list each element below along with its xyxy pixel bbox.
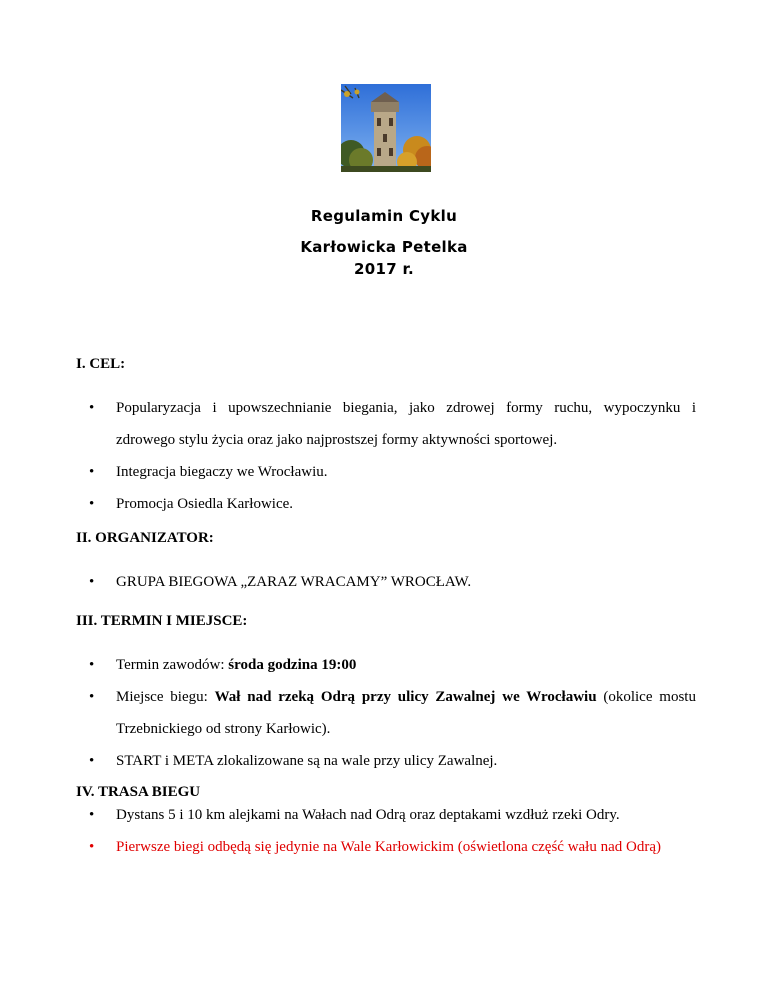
list-item <box>76 681 696 745</box>
bullet-icon: • <box>89 574 95 590</box>
list-item <box>76 456 696 488</box>
water-tower-photo <box>341 84 431 172</box>
document-title-year: 2017 r. <box>353 260 415 278</box>
list-item <box>76 799 696 831</box>
section-list-cel <box>76 392 696 520</box>
bullet-icon: • <box>89 689 95 705</box>
bullet-icon: • <box>89 839 95 855</box>
list-item-text: GRUPA BIEGOWA „ZARAZ WRACAMY” WROCŁAW. <box>116 574 472 590</box>
list-item <box>76 392 696 456</box>
list-item-text: Integracja biegaczy we Wrocławiu. <box>116 464 328 480</box>
list-item <box>76 488 696 520</box>
list-item-bold-text: Wał nad rzeką Odrą przy ulicy Zawalnej we Wrocławiu <box>214 689 597 705</box>
section-heading-termin: III. TERMIN I MIEJSCE: <box>76 613 248 629</box>
bullet-icon: • <box>89 753 95 769</box>
section-list-termin <box>76 649 696 777</box>
section-heading-cel: I. CEL: <box>76 356 126 372</box>
list-item-text-cont: Trzebnickiego od strony Karłowic). <box>116 721 331 737</box>
list-item-text-suffix: (okolice mostu <box>596 689 696 705</box>
document-title-line1: Regulamin Cyklu <box>310 207 458 225</box>
list-item-text: Termin zawodów: <box>116 657 229 673</box>
bullet-icon: • <box>89 464 95 480</box>
section-list-organizator <box>76 566 696 598</box>
list-item-text: Dystans 5 i 10 km alejkami na Wałach nad Odrą oraz deptakami wzdłuż rzeki Odry. <box>116 807 620 823</box>
section-list-trasa <box>76 799 696 863</box>
list-item-bold-text: środa godzina 19:00 <box>228 657 357 673</box>
bullet-icon: • <box>89 657 95 673</box>
list-item <box>76 566 696 598</box>
list-item-text: Miejsce biegu: <box>116 689 215 705</box>
list-item-highlighted <box>76 831 696 863</box>
list-item-text-cont: zdrowego stylu życia oraz jako najprostszej formy aktywności sportowej. <box>116 432 558 448</box>
list-item-text: Popularyzacja i upowszechnianie biegania, jako zdrowej formy ruchu, wypoczynku i <box>116 400 696 416</box>
list-item-text: Pierwsze biegi odbędą się jedynie na Wale Karłowickim (oświetlona część wału nad Odrą) <box>116 839 661 855</box>
bullet-icon: • <box>89 400 95 416</box>
section-heading-trasa: IV. TRASA BIEGU <box>76 784 201 800</box>
list-item <box>76 649 696 681</box>
list-item <box>76 745 696 777</box>
list-item-text: Promocja Osiedla Karłowice. <box>116 496 294 512</box>
bullet-icon: • <box>89 807 95 823</box>
bullet-icon: • <box>89 496 95 512</box>
list-item-text: START i META zlokalizowane są na wale przy ulicy Zawalnej. <box>116 753 498 769</box>
document-title-line2: Karłowicka Petelka <box>300 238 468 256</box>
section-heading-organizator: II. ORGANIZATOR: <box>76 530 214 546</box>
